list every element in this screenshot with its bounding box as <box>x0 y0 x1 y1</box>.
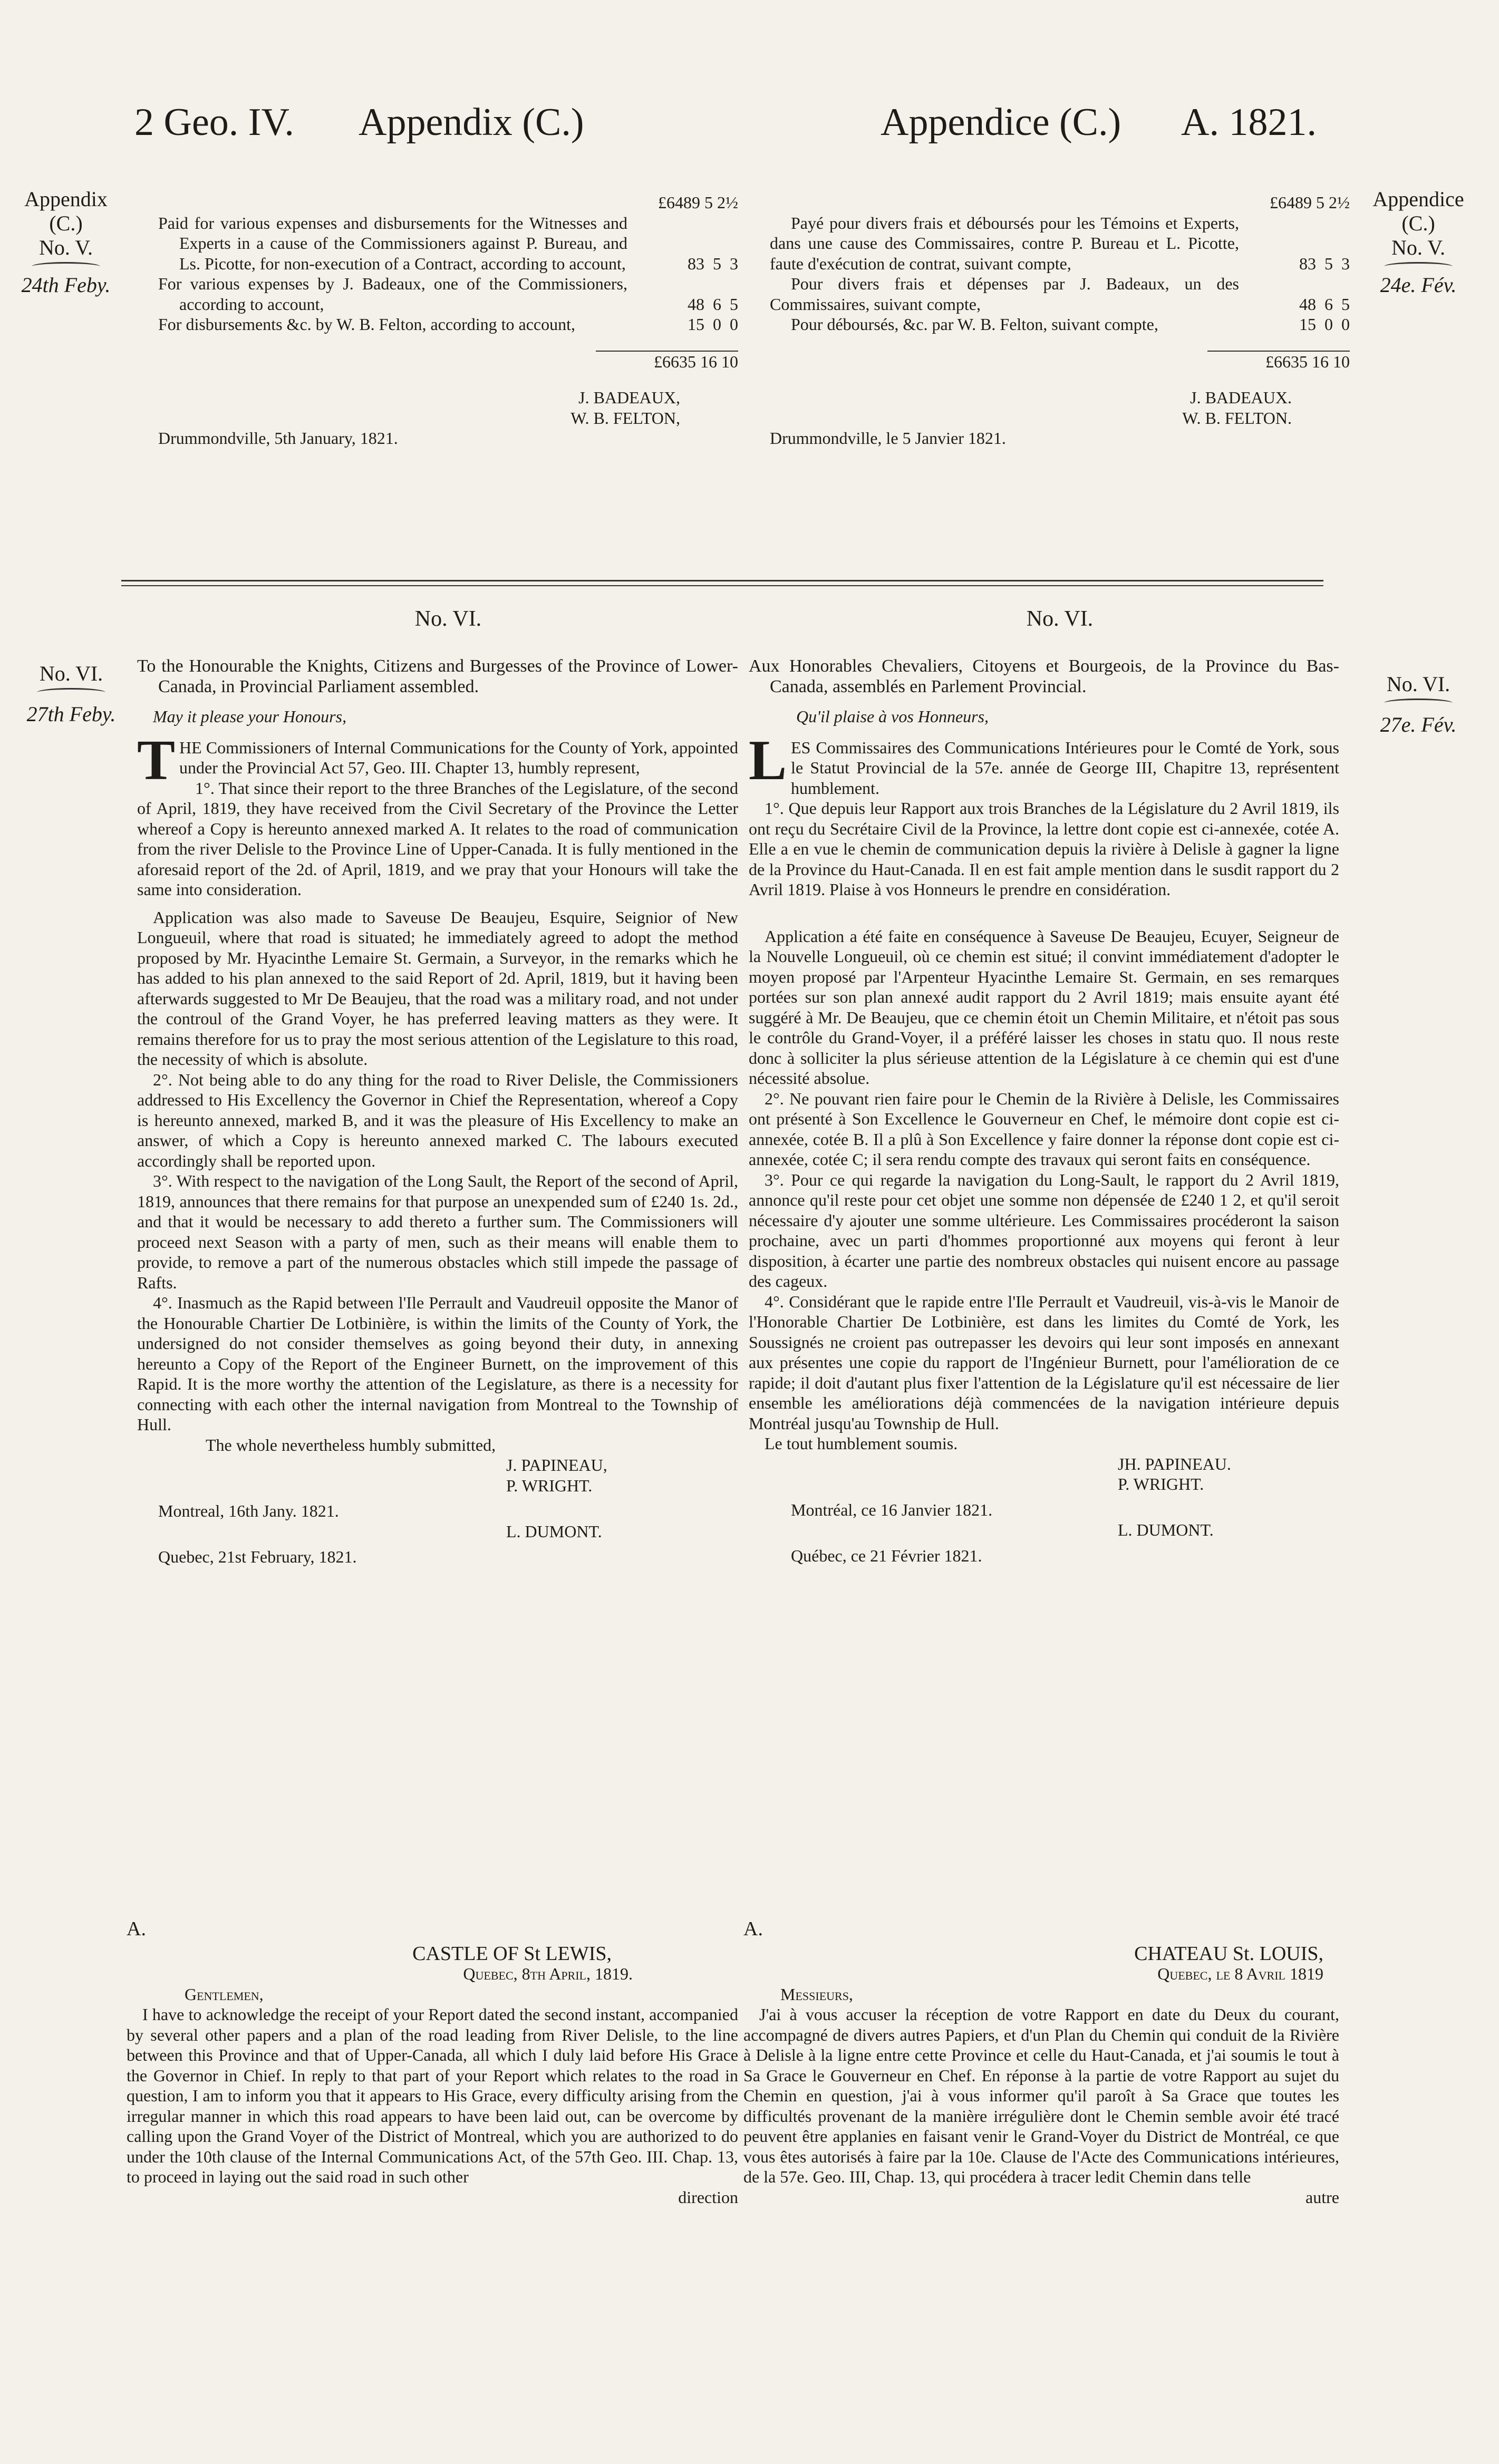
brace-icon <box>1384 699 1453 707</box>
signing-place-date-1: Montreal, 16th Jany. 1821. <box>158 1501 339 1520</box>
signing-place-date-2: Québec, ce 21 Février 1821. <box>791 1546 982 1565</box>
account-place-date: Drummondville, le 5 Janvier 1821. <box>770 429 1006 448</box>
carried-forward: £6489 5 2½ <box>1270 193 1350 212</box>
signature-badeaux: J. BADEAUX. <box>1190 388 1292 407</box>
paragraph-2: Application was also made to Saveuse De Beaujeu, Esquire, Seignior of New Longueuil, where that road is situated; he immediately agreed to adopt the method proposed by Mr. Hyacinthe Lemaire St. Germain, a Surveyor, in the remarks which he has added to his plan annexed to the said Report of 2d. April, 1819, but it having been afterwards suggested to Mr De Beaujeu, that the road was a military road, and not under the controul of the Grand Voyer, he has preferred leaving matters as they were. It remains therefore for us to pray the most serious attention of the Legislature to this road, the necessity of which is absolute. <box>137 907 738 1069</box>
paragraph-4: 3°. Pour ce qui regarde la navigation du Long-Sault, le rapport du 2 Avril 1819, annonce qu'il reste pour cet objet une somme non dépensée de £240 1 2, et qu'il seroit nécessaire d'y ajouter une somme ultérieure. Les Commissaires procéderont la saison prochaine, avec un parti d'hommes proportionné aux moyens qui feront à leur disposition, à écarter une partie des nombreux obstacles qui nuisent encore au passage des cageux. <box>749 1170 1339 1291</box>
margin-note-vi-right <box>1350 672 1487 737</box>
letter-marker: A. <box>127 1918 146 1940</box>
section-divider <box>121 580 1323 581</box>
salutation: Qu'il plaise à vos Honneurs, <box>796 707 989 726</box>
margin-number: No. V. <box>39 236 93 259</box>
letter-heading: CHATEAU St. LOUIS, <box>1134 1942 1323 1965</box>
account-total: £6635 16 10 <box>1207 351 1350 372</box>
margin-appendix-label: Appendice <box>1372 187 1464 211</box>
account-item-amount: 83 5 3 <box>688 254 738 273</box>
paragraph-5: 4°. Inasmuch as the Rapid between l'Ile Perrault and Vaudreuil opposite the Manor of the Honourable Chartier De Lotbinière, is within the limits of the County of York, the undersigned do not consider themselves as going beyond their duty, in annexing hereunto a Copy of the Report of the Engineer Burnett, on the improvement of this Rapid. It is the more worthy the attention of the Legislature, as there is a necessity for connecting with each other the internal navigation from Montreal to the Township of Hull. <box>137 1293 738 1434</box>
section-title-en: No. VI. <box>414 607 482 631</box>
margin-date: 27e. Fév. <box>1380 713 1457 736</box>
letter-heading: CASTLE OF St LEWIS, <box>412 1942 612 1965</box>
signature-dumont: L. DUMONT. <box>506 1521 602 1541</box>
account-item-text: Paid for various expenses and disbursements for the Witnesses and Experts in a cause of the Commissioners against P. Bureau, and Ls. Picotte, for non-execution of a Contract, according to account, <box>158 213 627 273</box>
account-item-amount: 15 0 0 <box>1299 315 1350 334</box>
paragraph-3: 2°. Ne pouvant rien faire pour le Chemin de la Rivière à Delisle, les Commissaires ont présenté à Son Excellence le Gouverneur en Chef, le mémoire dont copie est ci-annexée, cotée B. Il a plû à Son Excellence y faire donner la réponse dont copie est ci-annexée, cotée C; il sera rendu compte des travaux qui seront faits en conséquence. <box>749 1089 1339 1169</box>
account-item-amount: 48 6 5 <box>688 294 738 314</box>
account-item-text: For various expenses by J. Badeaux, one of the Commissioners, according to account, <box>158 274 627 314</box>
signature-badeaux: J. BADEAUX, <box>578 388 680 407</box>
header-session: 2 Geo. IV. <box>134 101 294 144</box>
margin-number: No. VI. <box>39 662 103 685</box>
account-row <box>158 274 738 314</box>
margin-appendix-label: Appendix <box>24 187 108 211</box>
letter-body: I have to acknowledge the receipt of your Report dated the second instant, accompanied by several other papers and a plan of the road leading from River Delisle, to the line between this Province and that of Upper-Canada, all which I duly laid before His Grace the Governor in Chief. In reply to that part of your Report which relates to the road in question, I am to inform you that it appears to His Grace, every difficulty arising from the irregular manner in which this road appears to have been laid out, can be overcome by calling upon the Grand Voyer of the District of Montreal, which you are authorized to do under the 10th clause of the Internal Communications Act, of the 57th Geo. III. Chap. 13, to proceed in laying out the said road in such other <box>127 2005 738 2186</box>
margin-date: 27th Feby. <box>26 702 116 726</box>
header-year: A. 1821. <box>1181 101 1317 144</box>
closing: The whole nevertheless humbly submitted, <box>206 1435 496 1454</box>
margin-note-v-right <box>1350 187 1487 297</box>
header-appendix-en: Appendix (C.) <box>359 101 584 144</box>
address: Aux Honorables Chevaliers, Citoyens et Bourgeois, de la Province du Bas-Canada, assemblés en Parlement Provincial. <box>749 656 1339 696</box>
margin-number: No. V. <box>1391 236 1445 259</box>
margin-date: 24e. Fév. <box>1380 273 1457 297</box>
brace-icon <box>37 688 105 697</box>
account-item-text: Pour déboursés, &c. par W. B. Felton, suivant compte, <box>791 315 1158 334</box>
signature-felton: W. B. FELTON. <box>1182 408 1292 428</box>
letter-body: J'ai à vous accuser la réception de votre Rapport en date du Deux du courant, accompagné de divers autres Papiers, et d'un Plan du Chemin qui conduit de la Rivière à Delisle à la ligne entre cette Province et celle du Haut-Canada, et j'ai soumis le tout à Sa Grace le Gouverneur en Chef. En réponse à la partie de votre Rapport au sujet du Chemin en question, j'ai à vous informer qu'il paroît à Sa Grace que toutes les difficultés provenant de la manière irrégulière dont le Chemin semble avoir été tracé peuvent être applanies en faisant venir le Grand-Voyer du District de Montréal, ce que vous êtes autorisés à faire par la 10e. Clause de l'Acte des Communications intérieures, de la 57e. Geo. III, Chap. 13, qui procédera à tracer ledit Chemin dans telle <box>743 2005 1339 2186</box>
account-row <box>770 314 1350 335</box>
account-row <box>158 213 738 274</box>
margin-note-vi-left <box>11 662 132 726</box>
account-item-amount: 48 6 5 <box>1299 294 1350 314</box>
paragraph-1: 1°. That since their report to the three Branches of the Legislature, of the second of April, 1819, they have received from the Civil Secretary of the Province the Letter whereof a Copy is hereunto annexed marked A. It relates to the road of communication from the river Delisle to the Province Line of Upper-Canada. It is fully mentioned in the aforesaid report of the 2d. of April, 1819, and we pray that your Honours will take the same into consideration. <box>137 778 738 899</box>
intro-text: ES Commissaires des Communications Intérieures pour le Comté de York, sous le Statut Provincial de la 57e. année de George III, Chapitre 13, représentent humblement. <box>791 738 1339 798</box>
header-appendix-fr: Appendice (C.) <box>881 101 1121 144</box>
account-item-text: For disbursements &c. by W. B. Felton, according to account, <box>158 315 575 334</box>
account-item-amount: 15 0 0 <box>688 315 738 334</box>
catchword: direction <box>678 2187 738 2207</box>
letter-place-date: Quebec, le 8 Avril 1819 <box>1157 1964 1323 1983</box>
paragraph-1: 1°. Que depuis leur Rapport aux trois Branches de la Législature du 2 Avril 1819, ils ont reçu du Secrétaire Civil de la Province, la lettre dont copie est ci-annexée, cotée A. Elle a en vue le chemin de communication depuis la rivière à Delisle à gagner la ligne de la Province du Haut-Canada. Il en est fait ample mention dans le susdit rapport du 2 Avril 1819. Plaise à vos Honneurs le prendre en considération. <box>749 799 1339 899</box>
signature-papineau: J. PAPINEAU, <box>506 1456 607 1474</box>
account-fr <box>770 192 1350 449</box>
letter-salutation: Messieurs, <box>780 1984 853 2004</box>
signing-place-date-2: Quebec, 21st February, 1821. <box>158 1547 357 1566</box>
closing: Le tout humblement soumis. <box>765 1434 958 1453</box>
intro-paragraph <box>137 729 738 792</box>
paragraph-2: Application a été faite en conséquence à Saveuse De Beaujeu, Ecuyer, Seigneur de la Nouvelle Longueuil, où ce chemin est situé; il convint immédiatement d'adopter le moyen proposé par l'Arpenteur Hyacinthe Lemaire St. Germain, en ses remarques portées sur son plan annexé audit rapport du 2 Avril 1819; mais ensuite ayant été suggéré à Mr. De Beaujeu, que ce chemin étoit un Chemin Militaire, et n'étoit pas sous le contrôle du Grand-Voyer, il a préféré laisser les choses in statu quo. Il nous reste donc à solliciter la plus sérieuse attention de la Législature à ce chemin qui est d'une nécessité absolue. <box>749 926 1339 1088</box>
address: To the Honourable the Knights, Citizens and Burgesses of the Province of Lower-Canada, in Provincial Parliament assembled. <box>137 656 738 696</box>
signature-papineau: JH. PAPINEAU. <box>1118 1454 1231 1473</box>
intro-text: HE Commissioners of Internal Communications for the County of York, appointed under the Provincial Act 57, Geo. III. Chapter 13, humbly represent, <box>179 738 738 777</box>
account-item-text: Payé pour divers frais et déboursés pour les Témoins et Experts, dans une cause des Commissaires, contre P. Bureau et L. Picotte, faute d'exécution de contrat, suivant compte, <box>770 213 1239 273</box>
signature-wright: P. WRIGHT. <box>1118 1474 1204 1493</box>
memorial-fr <box>749 656 1339 1566</box>
signature-dumont: L. DUMONT. <box>1118 1520 1214 1539</box>
paragraph-3: 2°. Not being able to do any thing for the road to River Delisle, the Commissioners addressed to His Excellency the Governor in Chief the Representation, whereof a Copy is hereunto annexed, marked B, and it was the pleasure of His Excellency to make an answer, of which a Copy is hereunto annexed marked C. The labours executed accordingly shall be reported upon. <box>137 1070 738 1170</box>
intro-paragraph <box>749 729 1339 799</box>
account-item-text: Pour divers frais et dépenses par J. Badeaux, un des Commissaires, suivant compte, <box>770 274 1239 314</box>
margin-appendix-c: (C.) <box>1401 211 1435 235</box>
account-en <box>158 192 738 449</box>
letter-marker: A. <box>743 1918 763 1940</box>
letter-a-en <box>127 1919 738 2207</box>
account-place-date: Drummondville, 5th January, 1821. <box>158 429 398 448</box>
account-row <box>770 213 1350 274</box>
catchword: autre <box>1305 2187 1339 2207</box>
brace-icon <box>1384 262 1453 271</box>
signature-wright: P. WRIGHT. <box>506 1476 593 1495</box>
section-title-fr: No. VI. <box>1026 607 1094 631</box>
brace-icon <box>32 262 100 271</box>
signing-place-date-1: Montréal, ce 16 Janvier 1821. <box>791 1500 993 1519</box>
margin-note-v-left <box>5 187 127 297</box>
memorial-en <box>137 656 738 1567</box>
drop-cap: T <box>137 729 176 792</box>
salutation: May it please your Honours, <box>153 707 347 726</box>
paragraph-4: 3°. With respect to the navigation of the Long Sault, the Report of the second of April, 1819, announces that there remains for that purpose an unexpended sum of £240 1s. 2d., and that it would be necessary to add thereto a further sum. The Commissioners will proceed next Season with a party of men, such as their means will enable them to provide, to remove a part of the numerous obstacles which still impede the passage of Rafts. <box>137 1171 738 1292</box>
margin-date: 24th Feby. <box>21 273 111 297</box>
margin-appendix-c: (C.) <box>49 211 83 235</box>
account-row <box>158 314 738 335</box>
paragraph-5: 4°. Considérant que le rapide entre l'Ile Perrault et Vaudreuil, vis-à-vis le Manoir de l'Honorable Chartier De Lotbinière, est dans les limites du Comté de York, les Soussignés ne croient pas outrepasser les devoirs qui leur sont imposés en annexant aux présentes une copie du rapport de l'Ingénieur Burnett, pour l'amélioration de ce rapide; il doit d'autant plus fixer l'attention de la Législature qu'il est nécessaire de lier ensemble les améliorations déjà commencées de la navigation intérieure depuis Montréal jusqu'au Township de Hull. <box>749 1292 1339 1433</box>
carried-forward: £6489 5 2½ <box>658 193 738 212</box>
section-divider <box>121 585 1323 586</box>
margin-number: No. VI. <box>1386 672 1450 696</box>
drop-cap: L <box>749 729 787 792</box>
signature-felton: W. B. FELTON, <box>570 408 680 428</box>
account-item-amount: 83 5 3 <box>1299 254 1350 273</box>
letter-salutation: Gentlemen, <box>185 1984 264 2004</box>
letter-place-date: Quebec, 8th April, 1819. <box>463 1964 633 1983</box>
account-total: £6635 16 10 <box>596 351 738 372</box>
account-row <box>770 274 1350 314</box>
letter-a-fr <box>743 1919 1339 2207</box>
